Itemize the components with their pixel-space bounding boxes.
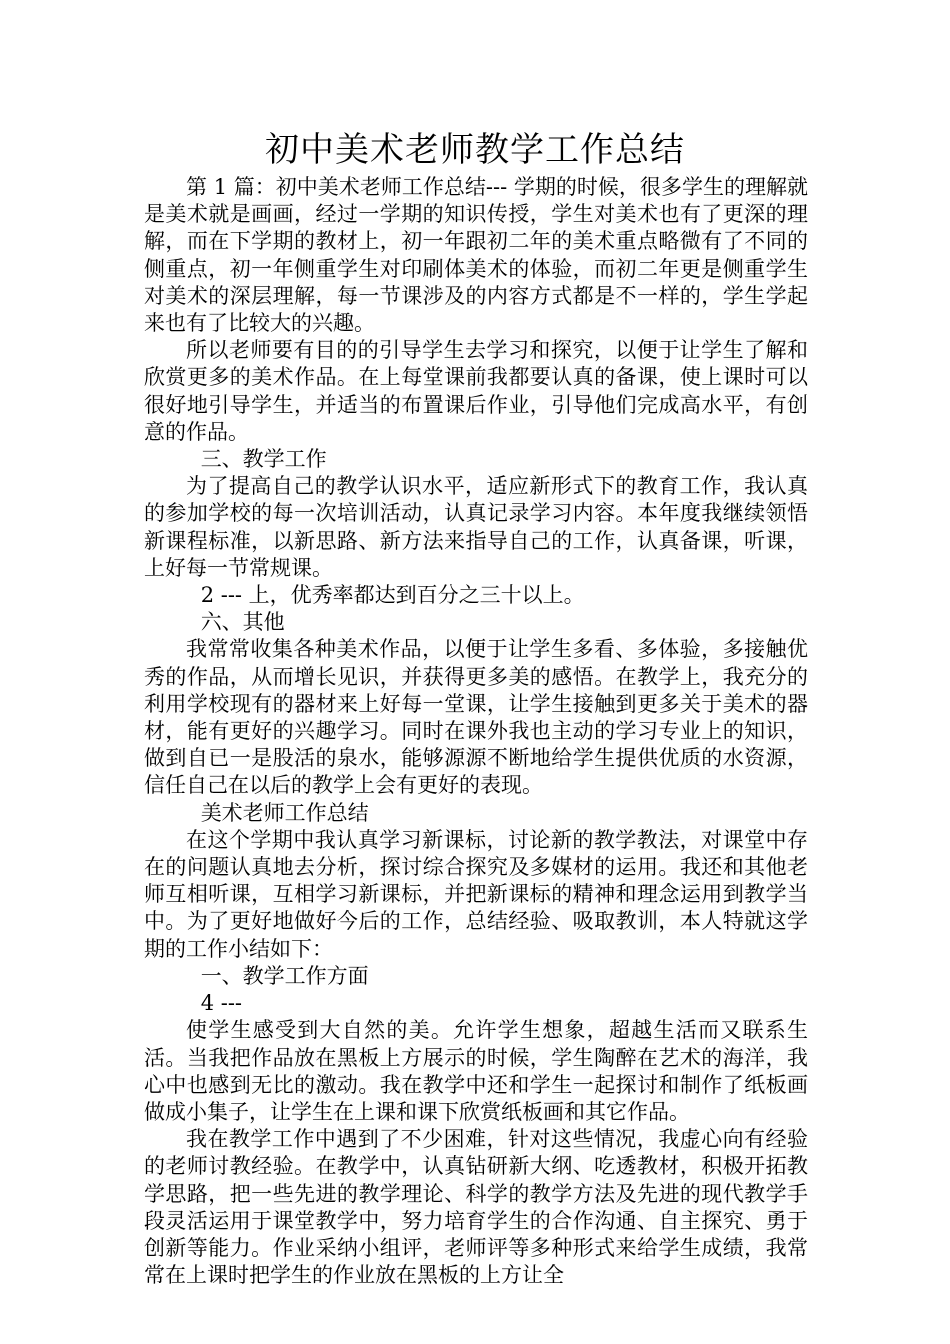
section-heading: 一、教学工作方面	[200, 963, 369, 988]
paragraph: 我常常收集各种美术作品，以便于让学生多看、多体验，多接触优秀的作品，从而增长见识，并获得更多美的感悟。在教学上，我充分的利用学校现有的器材来上好每一堂课，让学生接触到更多关于美术的器材，能有更好的兴趣学习。同时在课外我也主动的学习专业上的知识，做到自已一是股活的泉水，能够源源不断地给学生提供优质的水资源，信任自己在以后的教学上会有更好的表现。	[144, 637, 808, 798]
section-heading: 美术老师工作总结	[200, 800, 369, 825]
section-heading: 三、教学工作	[200, 447, 327, 472]
paragraph: 在这个学期中我认真学习新课标，讨论新的教学教法，对课堂中存在的问题认真地去分析，探讨综合探究及多媒材的运用。我还和其他老师互相听课，互相学习新课标，并把新课标的精神和理念运用到教学当中。为了更好地做好今后的工作，总结经验、吸取教训，本人特就这学期的工作小结如下：	[144, 827, 808, 961]
document-title: 初中美术老师教学工作总结	[265, 130, 685, 170]
document-body	[144, 174, 808, 1289]
page-marker: 4 ---	[200, 991, 243, 1016]
paragraph: 使学生感受到大自然的美。允许学生想象，超越生活而又联系生活。当我把作品放在黑板上方展示的时候，学生陶醉在艺术的海洋，我心中也感到无比的激动。我在教学中还和学生一起探讨和制作了纸板画做成小集子，让学生在上课和课下欣赏纸板画和其它作品。	[144, 1018, 808, 1124]
paragraph: 2 --- 上，优秀率都达到百分之三十以上。	[200, 583, 585, 608]
paragraph: 为了提高自己的教学认识水平，适应新形式下的教育工作，我认真的参加学校的每一次培训活动，认真记录学习内容。本年度我继续领悟新课程标准，以新思路、新方法来指导自己的工作，认真备课，听课，上好每一节常规课。	[144, 474, 808, 580]
paragraph: 我在教学工作中遇到了不少困难，针对这些情况，我虚心向有经验的老师讨教经验。在教学中，认真钻研新大纲、吃透教材，积极开拓教学思路，把一些先进的教学理论、科学的教学方法及先进的现代教学手段灵活运用于课堂教学中，努力培育学生的合作沟通、自主探究、勇于创新等能力。作业采纳小组评，老师评等多种形式来给学生成绩，我常常在上课时把学生的作业放在黑板的上方让全	[144, 1127, 808, 1288]
paragraph: 第 1 篇：初中美术老师工作总结--- 学期的时候，很多学生的理解就是美术就是画画，经过一学期的知识传授，学生对美术也有了更深的理解，而在下学期的教材上，初一年跟初二年的美术重点略微有了不同的侧重点，初一年侧重学生对印刷体美术的体验，而初二年更是侧重学生对美术的深层理解，每一节课涉及的内容方式都是不一样的，学生学起来也有了比较大的兴趣。	[144, 175, 808, 336]
section-heading: 六、其他	[200, 610, 285, 635]
paragraph: 所以老师要有目的的引导学生去学习和探究，以便于让学生了解和欣赏更多的美术作品。在上每堂课前我都要认真的备课，使上课时可以很好地引导学生，并适当的布置课后作业，引导他们完成高水平，有创意的作品。	[144, 338, 808, 444]
